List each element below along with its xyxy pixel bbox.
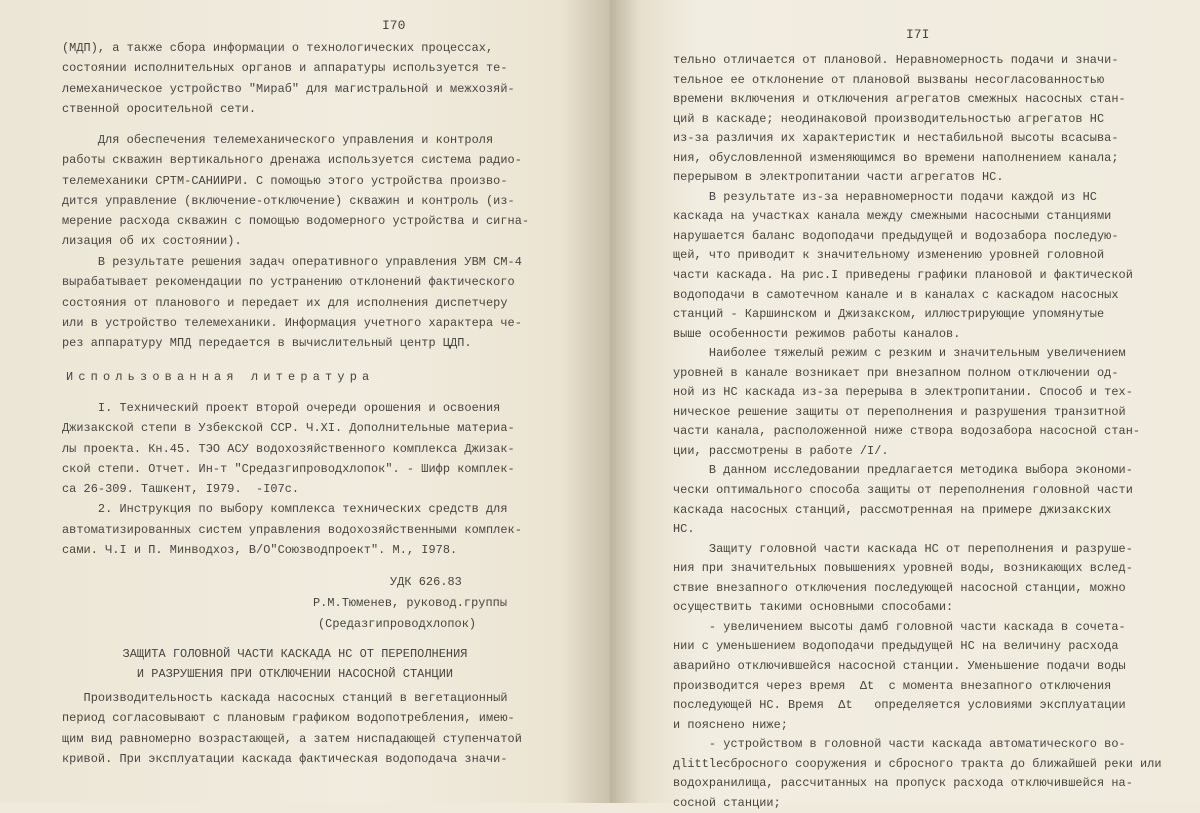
text-line: сами. Ч.I и П. Минводхоз, В/О"Союзводпроект". М., I978. xyxy=(62,543,458,558)
text-line: И РАЗРУШЕНИЯ ПРИ ОТКЛЮЧЕНИИ НАСОСНОЙ СТАНЦИИ xyxy=(136,667,454,682)
text-line: из-за различия их характеристик и нестабильной высоты всасыва- xyxy=(673,131,1119,146)
text-line: период согласовывают с плановым графиком водопотребления, имею- xyxy=(62,711,515,726)
text-line: дится управление (включение-отключение) скважин и контроль (из- xyxy=(62,193,515,208)
text-line: водоподачи в самотечном канале и в каналах с каскадом насосных xyxy=(673,287,1119,302)
text-line: Защиту головной части каскада НС от переполнения и разруше- xyxy=(673,541,1133,556)
text-line: части каскада. На рис.I приведены графики плановой и фактической xyxy=(673,268,1133,283)
text-line: ЗАЩИТА ГОЛОВНОЙ ЧАСТИ КАСКАДА НС ОТ ПЕРЕПОЛНЕНИЯ xyxy=(122,647,468,661)
text-line: щей, что приводит к значительному изменению уровней головной xyxy=(673,248,1105,263)
references-list xyxy=(62,398,522,560)
text-line: аварийно отключившейся насосной станции. Уменьшение подачи воды xyxy=(673,658,1126,673)
affiliation: (Средазгипроводхлопок) xyxy=(318,617,477,631)
text-line: Для обеспечения телемеханического управления и контроля xyxy=(62,133,494,147)
text-line: или в устройство телемеханики. Информация учетного характера че- xyxy=(62,315,522,330)
text-line: ния при значительных повышениях уровней воды, возникающих вслед- xyxy=(673,561,1133,576)
text-line: автоматизированных систем управления водохозяйственными комплек- xyxy=(62,522,522,537)
text-line: щим вид равномерно возрастающей, а затем ниспадающей ступенчатой xyxy=(62,731,522,746)
text-line: нии с уменьшением водоподачи предыдущей НС на величину расхода xyxy=(673,639,1119,654)
text-line: ствие внезапного отключения последующей насосной станции, можно xyxy=(673,580,1126,595)
text-line: НС. xyxy=(673,522,695,537)
text-line: состоянии исполнительных органов и аппаратуры используется те- xyxy=(62,61,508,76)
text-line: кривой. При эксплуатации каскада фактическая водоподача значи- xyxy=(62,751,508,766)
text-line: - устройством в головной части каскада автоматического во- xyxy=(673,737,1126,752)
text-line: сосной станции; xyxy=(673,795,781,810)
text-line: нарушается баланс водоподачи предыдущей и водозабора последую- xyxy=(673,228,1119,243)
text-line: каскада насосных станций, рассмотренная на примере джизакских xyxy=(673,502,1112,517)
text-line: состояния от планового и передает их для исполнения диспетчеру xyxy=(62,295,508,310)
text-line: I. Технический проект второй очереди орошения и освоения xyxy=(62,401,501,415)
text-line: времени включения и отключения агрегатов смежных насосных стан- xyxy=(673,92,1126,107)
text-line: ническое решение защиты от переполнения и разрушения транзитной xyxy=(673,404,1126,419)
text-line: ния, обусловленной изменяющимся во времени наполнением канала; xyxy=(673,150,1119,165)
text-line: ной из НС каскада из-за перерыва в электропитании. Способ и тех- xyxy=(673,385,1133,400)
text-line: дlittleсбросного сооружения и сбросного тракта до ближайшей реки или xyxy=(673,756,1162,771)
text-line: лемеханическое устройство "Мираб" для магистральной и межхозяй- xyxy=(62,81,515,96)
text-line: ции, рассмотрены в работе /I/. xyxy=(673,443,889,458)
text-line: Наиболее тяжелый режим с резким и значительным увеличением xyxy=(673,346,1126,361)
text-line: тельно отличается от плановой. Неравномерность подачи и значи- xyxy=(673,53,1119,67)
paragraph xyxy=(62,130,529,252)
paragraph xyxy=(62,252,522,353)
text-line: осуществить такими основными способами: xyxy=(673,600,954,615)
udk-code: УДК 626.83 xyxy=(390,575,462,589)
text-line: каскада на участках канала между смежными насосными станциями xyxy=(673,209,1112,224)
article-title xyxy=(60,644,530,685)
text-line: водохранилища, рассчитанных на пропуск расхода отключившейся на- xyxy=(673,776,1133,791)
text-line: (МДП), а также сбора информации о технологических процессах, xyxy=(62,41,494,55)
references-heading: Использованная литература xyxy=(66,370,375,384)
text-line: выше особенности режимов работы каналов. xyxy=(673,326,961,341)
text-line: вырабатывает рекомендации по устранению отклонений фактического xyxy=(62,275,515,290)
text-line: В результате из-за неравномерности подачи каждой из НС xyxy=(673,189,1097,204)
text-line: В данном исследовании предлагается методика выбора экономи- xyxy=(673,463,1133,478)
page-number: I7I xyxy=(906,27,930,42)
paragraph xyxy=(62,38,515,119)
text-line: мерение расхода скважин с помощью водомерного устройства и сигна- xyxy=(62,214,530,229)
text-line: перерывом в электропитании части агрегатов НС. xyxy=(673,170,1004,185)
text-line: лизация об их состоянии). xyxy=(62,234,242,249)
text-line: части канала, расположенной ниже створа водозабора насосной стан- xyxy=(673,424,1141,439)
text-line: Джизакской степи в Узбекской ССР. Ч.XI. Дополнительные материа- xyxy=(62,421,515,436)
text-line: ской степи. Отчет. Ин-т "Средазгипроводхлопок". - Шифр комплек- xyxy=(62,461,515,476)
text-line: В результате решения задач оперативного управления УВМ СМ-4 xyxy=(62,255,522,269)
text-line: са 26-309. Ташкент, I979. -I07с. xyxy=(62,482,300,497)
text-line: станций - Каршинском и Джизакском, иллюстрирующие упомянутые xyxy=(673,307,1105,322)
text-line: чески оптимального способа защиты от переполнения головной части xyxy=(673,483,1133,498)
text-line: и пояснено ниже; xyxy=(673,717,788,732)
page-number: I70 xyxy=(382,18,406,33)
text-line: лы проекта. Кн.45. ТЭО АСУ водохозяйственного комплекса Джизак- xyxy=(62,441,515,456)
text-line: ций в каскаде; неодинаковой производительностью агрегатов НС xyxy=(673,111,1105,126)
text-line: Производительность каскада насосных станций в вегетационный xyxy=(62,691,508,705)
text-line: рез аппаратуру МПД передается в вычислительный центр ЦДП. xyxy=(62,336,472,351)
text-line: последующей НС. Время Δt определяется условиями эксплуатации xyxy=(673,698,1126,713)
author: Р.М.Тюменев, руковод.группы xyxy=(313,596,508,610)
article-body xyxy=(62,688,522,769)
text-line: работы скважин вертикального дренажа используется система радио- xyxy=(62,153,522,168)
text-line: уровней в канале возникает при внезапном полном отключении од- xyxy=(673,365,1119,380)
text-line: тельное ее отклонение от плановой вызваны несогласованностью xyxy=(673,72,1105,87)
text-line: - увеличением высоты дамб головной части каскада в сочета- xyxy=(673,619,1126,634)
text-line: производится через время Δt с момента внезапного отключения xyxy=(673,678,1112,693)
text-line: ственной оросительной сети. xyxy=(62,101,257,116)
page-text xyxy=(673,51,1162,813)
right-page xyxy=(610,0,1200,810)
text-line: телемеханики СРТМ-САНИИРИ. С помощью этого устройства произво- xyxy=(62,173,508,188)
text-line: 2. Инструкция по выбору комплекса технических средств для xyxy=(62,502,508,517)
